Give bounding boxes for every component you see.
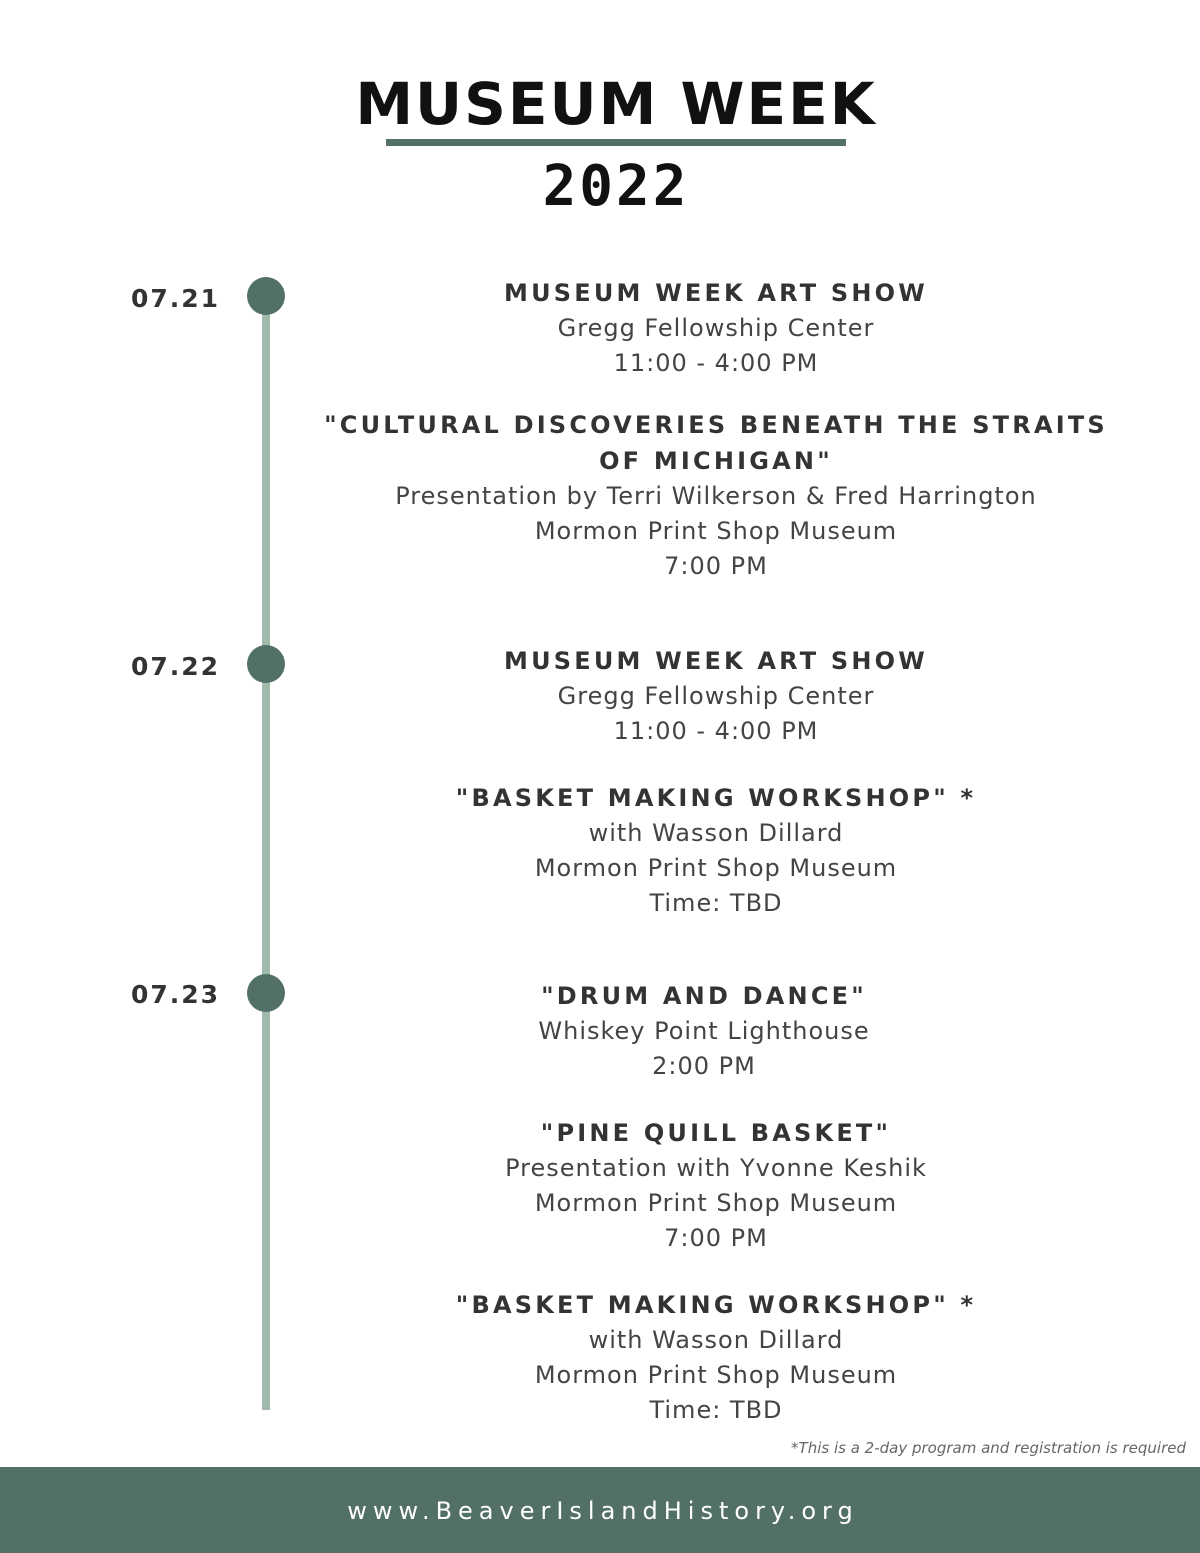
event-presenter: Presentation with Yvonne Keshik (505, 1154, 927, 1182)
page-title: MUSEUM WEEK (355, 70, 877, 138)
timeline-dot (247, 277, 285, 315)
footer-website-link[interactable]: www.BeaverIslandHistory.org (347, 1497, 859, 1525)
event-time: 11:00 - 4:00 PM (613, 717, 819, 745)
registration-note: *This is a 2-day program and registration is required (791, 1439, 1186, 1457)
event-presenter: with Wasson Dillard (588, 819, 844, 847)
event-title: "PINE QUILL BASKET" (540, 1119, 892, 1147)
event-time: 7:00 PM (664, 1224, 768, 1252)
timeline-dot (247, 974, 285, 1012)
event-title: MUSEUM WEEK ART SHOW (504, 647, 928, 675)
event-location: Gregg Fellowship Center (557, 314, 875, 342)
event (316, 1287, 1116, 1428)
event (304, 978, 1104, 1084)
title-underline (386, 139, 846, 146)
event (316, 780, 1116, 921)
event-title: "BASKET MAKING WORKSHOP" * (455, 784, 977, 812)
event-presenter: Presentation by Terri Wilkerson & Fred Harrington (395, 482, 1037, 510)
event-location: Mormon Print Shop Museum (534, 854, 898, 882)
event-time: 7:00 PM (664, 552, 768, 580)
event (316, 643, 1116, 749)
event-location: Whiskey Point Lighthouse (538, 1017, 870, 1045)
event-title: MUSEUM WEEK ART SHOW (504, 279, 928, 307)
timeline-line (262, 300, 270, 1410)
event-location: Mormon Print Shop Museum (534, 1361, 898, 1389)
event-title: "DRUM AND DANCE" (541, 982, 867, 1010)
event-location: Gregg Fellowship Center (557, 682, 875, 710)
timeline-dot (247, 645, 285, 683)
event (316, 275, 1116, 381)
event-title: "BASKET MAKING WORKSHOP" * (455, 1291, 977, 1319)
event-time: 2:00 PM (652, 1052, 756, 1080)
event-title: "CULTURAL DISCOVERIES BENEATH THE STRAITS OF MICHIGAN" (324, 411, 1108, 475)
event-time: 11:00 - 4:00 PM (613, 349, 819, 377)
page-year: 2022 (542, 154, 690, 219)
date-label: 07.23 (131, 980, 221, 1009)
event-location: Mormon Print Shop Museum (534, 517, 898, 545)
date-label: 07.22 (131, 652, 221, 681)
event (316, 1115, 1116, 1256)
event-time: Time: TBD (649, 1396, 783, 1424)
event (316, 407, 1116, 584)
event-location: Mormon Print Shop Museum (534, 1189, 898, 1217)
event-time: Time: TBD (649, 889, 783, 917)
date-label: 07.21 (131, 284, 221, 313)
event-presenter: with Wasson Dillard (588, 1326, 844, 1354)
